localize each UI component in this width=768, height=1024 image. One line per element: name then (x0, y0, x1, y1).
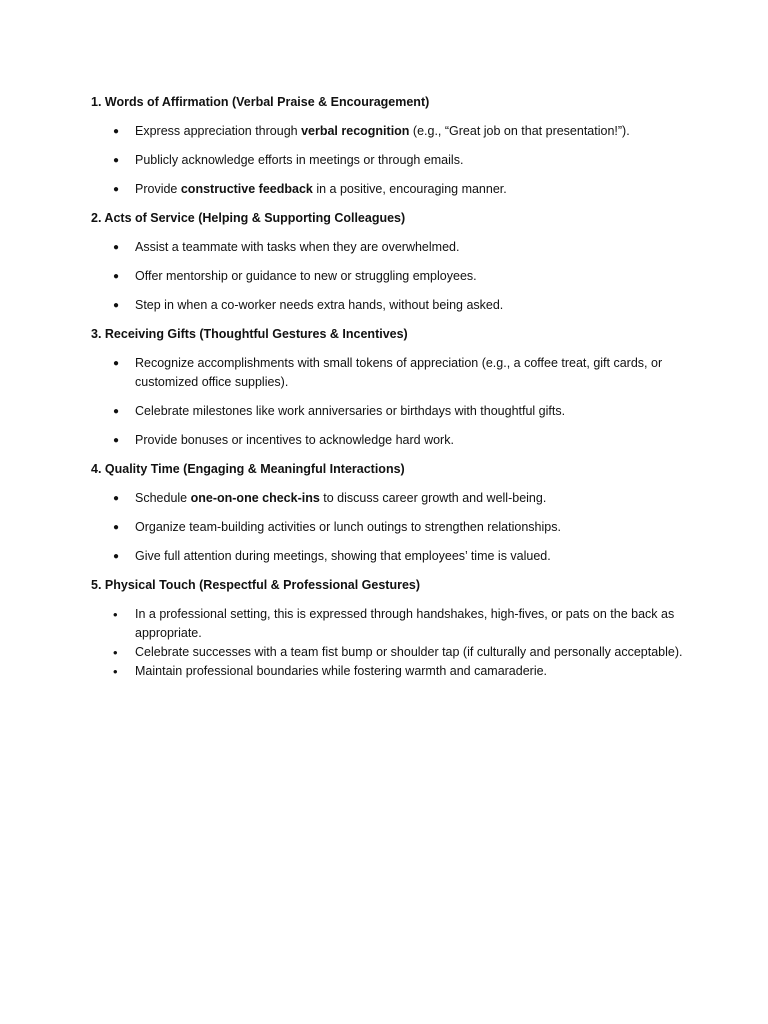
bullet-list (91, 605, 691, 681)
list-item: ● Assist a teammate with tasks when they are overwhelmed. (91, 238, 691, 257)
section-acts-of-service (91, 209, 691, 315)
section-words-of-affirmation (91, 93, 691, 199)
list-item: ● Provide bonuses or incentives to acknowledge hard work. (91, 431, 691, 450)
bullet-icon: ● (113, 126, 120, 137)
bullet-icon: ● (113, 493, 120, 504)
bullet-icon: ● (113, 358, 120, 369)
section-heading: 3. Receiving Gifts (Thoughtful Gestures & Incentives) (91, 327, 408, 341)
list-item: ● Publicly acknowledge efforts in meetings or through emails. (91, 151, 691, 170)
list-item: ● Celebrate milestones like work anniversaries or birthdays with thoughtful gifts. (91, 402, 691, 421)
list-item: • In a professional setting, this is expressed through handshakes, high-fives, or pats on the back as appropriate. (113, 607, 675, 640)
section-quality-time (91, 460, 691, 566)
list-item: ● Express appreciation through verbal recognition (e.g., “Great job on that presentation!”). (91, 122, 691, 141)
section-heading: 4. Quality Time (Engaging & Meaningful Interactions) (91, 462, 405, 476)
section-heading: 1. Words of Affirmation (Verbal Praise & Encouragement) (91, 95, 430, 109)
list-item: ● Schedule one-on-one check-ins to discuss career growth and well-being. (91, 489, 691, 508)
bullet-icon: ● (113, 300, 120, 311)
bullet-icon: ● (113, 155, 120, 166)
bullet-icon: ● (113, 522, 120, 533)
bullet-icon: ● (113, 242, 120, 253)
bullet-icon: • (113, 664, 118, 679)
bullet-icon: • (113, 645, 118, 660)
section-heading: 5. Physical Touch (Respectful & Professional Gestures) (91, 578, 421, 592)
section-physical-touch (91, 576, 691, 681)
bullet-icon: ● (113, 271, 120, 282)
bullet-list (91, 489, 691, 566)
list-item: ● Provide constructive feedback in a positive, encouraging manner. (91, 180, 691, 199)
list-item: ● Give full attention during meetings, showing that employees’ time is valued. (91, 547, 691, 566)
bullet-icon: ● (113, 551, 120, 562)
bullet-list (91, 122, 691, 199)
bullet-list (91, 238, 691, 315)
list-item: ● Recognize accomplishments with small tokens of appreciation (e.g., a coffee treat, gift cards, or customized office supplies). (113, 356, 663, 389)
section-heading: 2. Acts of Service (Helping & Supporting Colleagues) (91, 211, 406, 225)
bullet-list (91, 354, 691, 450)
list-item: • Maintain professional boundaries while fostering warmth and camaraderie. (113, 664, 548, 679)
list-item: ● Offer mentorship or guidance to new or struggling employees. (91, 267, 691, 286)
bullet-icon: ● (113, 406, 120, 417)
list-item: • Celebrate successes with a team fist bump or shoulder tap (if culturally and personally acceptable). (113, 645, 683, 660)
bullet-icon: • (113, 607, 118, 622)
document-body (91, 93, 691, 681)
bullet-icon: ● (113, 435, 120, 446)
bullet-icon: ● (113, 184, 120, 195)
section-receiving-gifts (91, 325, 691, 450)
list-item: ● Step in when a co-worker needs extra hands, without being asked. (91, 296, 691, 315)
list-item: ● Organize team-building activities or lunch outings to strengthen relationships. (91, 518, 691, 537)
